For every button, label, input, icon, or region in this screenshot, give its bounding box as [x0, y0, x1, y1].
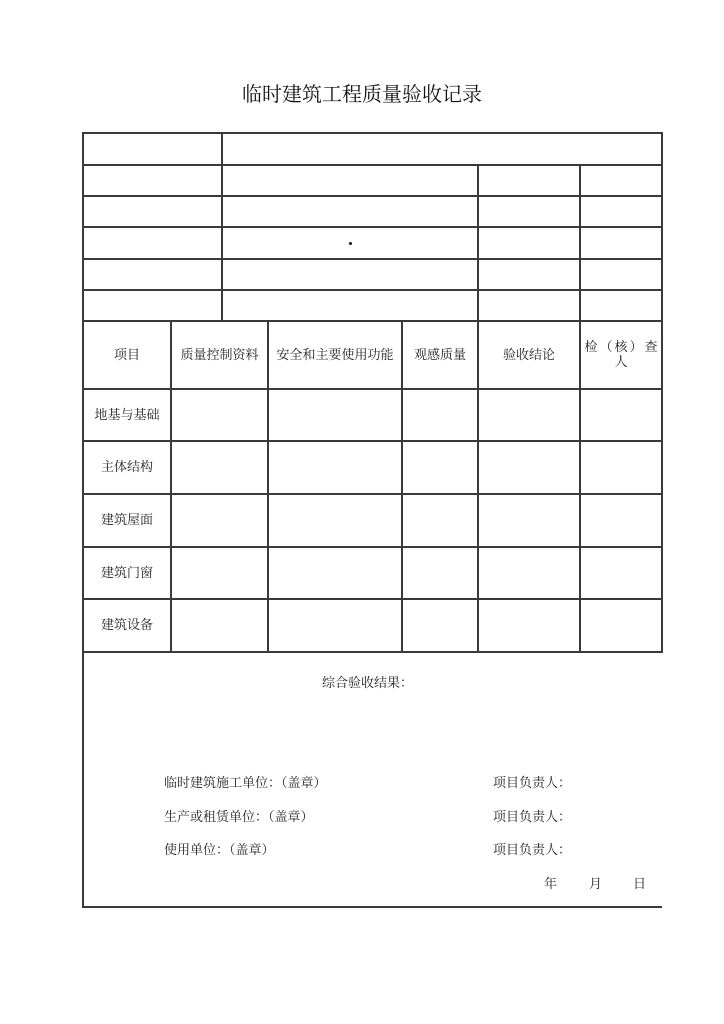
- row-label-equipment: 建筑设备: [100, 618, 153, 633]
- table-top-border: [83, 132, 663, 134]
- signature-unit-user: 使用单位：（盖章）: [164, 843, 275, 858]
- row-label-roof: 建筑屋面: [100, 513, 153, 528]
- signature-manager-user: 项目负责人：: [493, 843, 572, 858]
- summary-heading: 综合验收结果：: [322, 676, 414, 691]
- row-label-foundation: 地基与基础: [94, 407, 160, 423]
- col-header-appearance: 观感质量: [413, 347, 466, 363]
- col-header-quality-docs: 质量控制资料: [180, 347, 259, 363]
- row-divider: [83, 258, 663, 260]
- row-divider: [83, 164, 663, 166]
- signature-manager-construction: 项目负责人：: [493, 776, 572, 791]
- signature-unit-lease: 生产或租赁单位：（盖章）: [164, 810, 314, 825]
- table-bottom-border: [83, 906, 662, 908]
- document-title: 临时建筑工程质量验收记录: [242, 82, 482, 106]
- date-day: 日: [633, 877, 647, 892]
- date-month: 月: [589, 877, 603, 892]
- row-divider: [83, 195, 663, 197]
- date-year: 年: [544, 877, 558, 892]
- row-divider: [83, 226, 663, 228]
- col-divider: [477, 164, 479, 653]
- col-header-safety-function: 安全和主要使用功能: [276, 347, 394, 363]
- row-divider: [83, 289, 663, 291]
- signature-manager-lease: 项目负责人：: [493, 810, 572, 825]
- row-label-doors-windows: 建筑门窗: [100, 565, 153, 581]
- col-divider: [221, 132, 223, 322]
- table-right-border: [661, 132, 663, 653]
- signature-unit-construction: 临时建筑施工单位：（盖章）: [164, 776, 327, 791]
- col-header-conclusion: 验收结论: [502, 347, 555, 363]
- bullet-mark: [349, 242, 352, 245]
- col-divider: [579, 164, 581, 653]
- col-header-item: 项目: [113, 347, 140, 363]
- row-label-main-structure: 主体结构: [100, 460, 153, 475]
- col-header-inspector: 检（核）查人: [584, 340, 660, 370]
